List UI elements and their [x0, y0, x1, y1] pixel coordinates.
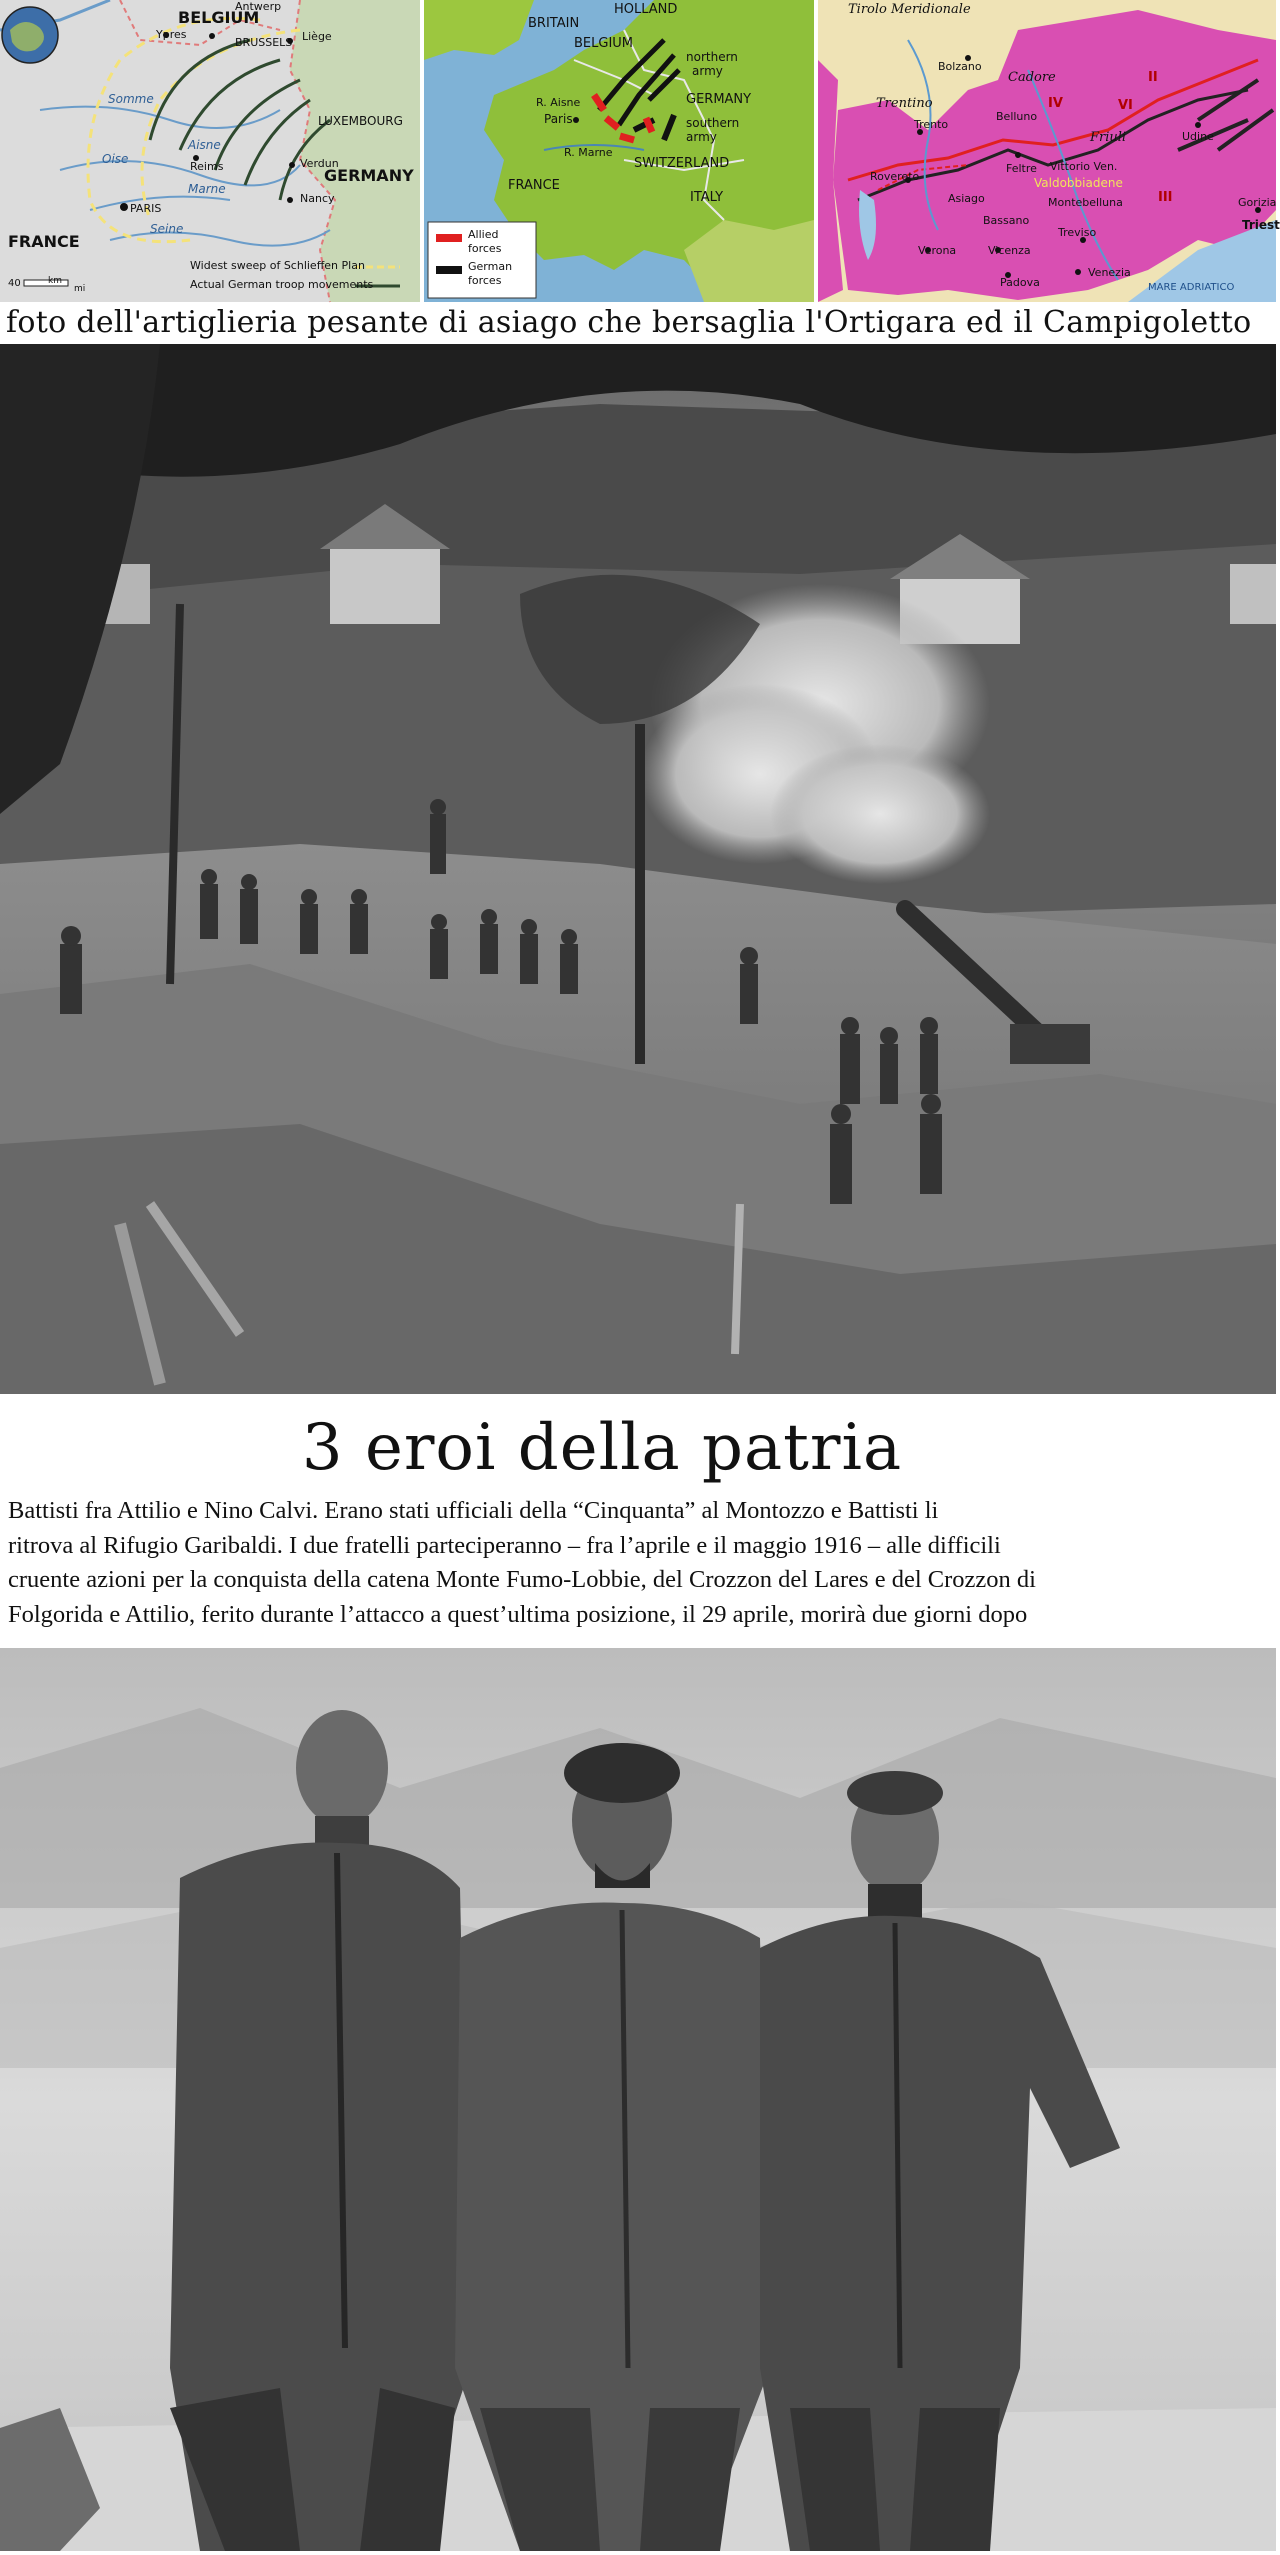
label-asiago: Asiago — [948, 192, 985, 205]
maps-strip — [0, 0, 1280, 302]
label-france-2: FRANCE — [508, 178, 560, 193]
label-army-vi: VI — [1118, 98, 1133, 113]
artillery-photo-graphic — [0, 344, 1276, 1394]
label-army-iii: III — [1158, 190, 1173, 205]
label-holland: HOLLAND — [614, 2, 678, 17]
map-schlieffen-plan — [0, 0, 420, 302]
label-army-ii: II — [1148, 70, 1158, 85]
label-northern-army-1: northern — [686, 50, 738, 64]
label-luxembourg: LUXEMBOURG — [318, 114, 403, 128]
label-rovereto: Rovereto — [870, 170, 920, 183]
label-tirolo: Tirolo Meridionale — [848, 2, 971, 17]
label-mare-adriatico: MARE ADRIATICO — [1148, 282, 1235, 293]
body-line: Battisti fra Attilio e Nino Calvi. Erano stati ufficiali della “Cinquanta” al Montozzo e Battisti li — [8, 1497, 939, 1524]
label-southern-army-2: army — [686, 130, 717, 144]
label-vicenza: Vicenza — [988, 244, 1031, 257]
label-switzerland: SWITZERLAND — [634, 156, 730, 171]
artillery-photo — [0, 344, 1276, 1394]
label-r-aisne: R. Aisne — [536, 96, 581, 109]
label-army-iv: IV — [1048, 96, 1063, 111]
label-cadore: Cadore — [1008, 70, 1056, 85]
page-heading: 3 eroi della patria — [301, 1411, 903, 1485]
label-nancy: Nancy — [300, 192, 335, 205]
scale-km: km — [48, 276, 62, 286]
label-reims: Reims — [190, 160, 224, 173]
label-belluno: Belluno — [996, 110, 1038, 123]
label-bassano: Bassano — [983, 214, 1030, 227]
label-trentino: Trentino — [876, 96, 933, 111]
label-southern-army-1: southern — [686, 116, 740, 130]
label-paris: PARIS — [130, 202, 162, 215]
map-italian-front-graphic — [818, 0, 1276, 302]
label-venezia: Venezia — [1088, 266, 1131, 279]
label-paris-2: Paris — [544, 112, 573, 126]
label-trento: Trento — [914, 118, 949, 131]
label-belgium-2: BELGIUM — [574, 36, 634, 51]
legend-german-2: forces — [468, 274, 502, 287]
label-udine: Udine — [1182, 130, 1214, 143]
label-france: FRANCE — [8, 232, 80, 251]
label-padova: Padova — [1000, 276, 1040, 289]
label-vittorio: Vittorio Ven. — [1050, 160, 1118, 173]
label-antwerp: Antwerp — [235, 0, 282, 13]
scale-mi: mi — [74, 284, 86, 294]
label-treviso: Treviso — [1058, 226, 1097, 239]
label-northern-army-2: army — [692, 64, 723, 78]
label-brussels: BRUSSELS — [235, 36, 293, 49]
map-italian-front — [818, 0, 1280, 302]
label-somme: Somme — [108, 92, 154, 106]
label-germany: GERMANY — [324, 166, 414, 185]
heroes-photo-graphic — [0, 1648, 1276, 2551]
legend-actual-movements: Actual German troop movements — [190, 278, 374, 291]
label-britain: BRITAIN — [528, 16, 580, 31]
label-oise: Oise — [102, 152, 129, 166]
label-belgium: BELGIUM — [178, 8, 260, 27]
label-r-marne: R. Marne — [564, 146, 613, 159]
legend-schlieffen: Widest sweep of Schlieffen Plan — [190, 259, 365, 272]
label-feltre: Feltre — [1006, 162, 1037, 175]
label-gorizia: Gorizia — [1238, 196, 1277, 209]
label-bolzano: Bolzano — [938, 60, 982, 73]
body-paragraph — [8, 1494, 1272, 1644]
label-aisne: Aisne — [188, 138, 221, 152]
label-germany-2: GERMANY — [686, 92, 752, 107]
label-verdun: Verdun — [300, 157, 339, 170]
label-italy: ITALY — [690, 190, 724, 205]
body-line: ritrova al Rifugio Garibaldi. I due fratelli parteciperanno – fra l’aprile e il maggio 1916 – alle difficili — [8, 1531, 1001, 1559]
legend-allied-2: forces — [468, 242, 502, 255]
legend-allied-1: Allied — [468, 228, 499, 241]
body-line: Folgorida e Attilio, ferito durante l’attacco a quest’ultima posizione, il 29 aprile, morirà due giorni dopo — [8, 1600, 1028, 1628]
label-verona: Verona — [918, 244, 957, 257]
artillery-caption: foto dell'artiglieria pesante di asiago che bersaglia l'Ortigara ed il Campigoletto — [6, 305, 1252, 340]
label-liege: Liège — [302, 30, 332, 43]
legend-german-1: German — [468, 260, 513, 273]
label-friuli: Friuli — [1090, 130, 1127, 145]
heroes-photo — [0, 1648, 1276, 2551]
label-seine: Seine — [150, 222, 184, 236]
label-marne: Marne — [188, 182, 226, 196]
label-valdobbiadene: Valdobbiadene — [1034, 176, 1123, 190]
body-line: cruente azioni per la conquista della catena Monte Fumo-Lobbie, del Crozzon del Lares e del Crozzon di — [8, 1566, 1036, 1593]
label-ypres: Ypres — [156, 28, 187, 41]
scale-number: 40 — [8, 278, 21, 289]
map-marne-battle — [424, 0, 814, 302]
label-trieste: Triest — [1242, 218, 1280, 232]
label-montebelluna: Montebelluna — [1048, 196, 1123, 209]
